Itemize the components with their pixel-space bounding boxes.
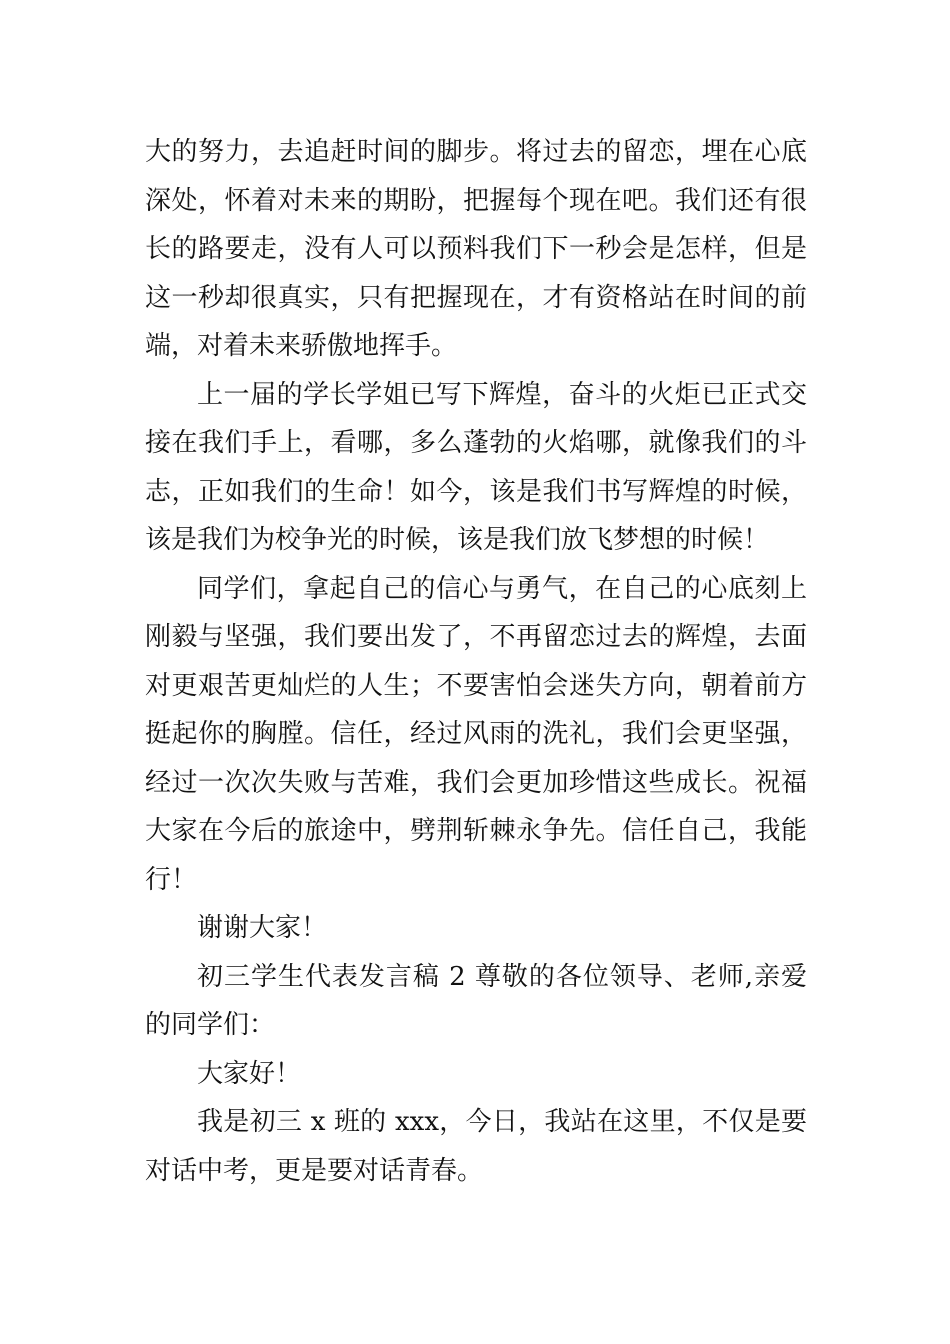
paragraph-1: 大的努力，去追赶时间的脚步。将过去的留恋，埋在心底深处，怀着对未来的期盼，把握每个现在吧。我们还有很长的路要走，没有人可以预料我们下一秒会是怎样，但是这一秒却很真实，只有把握现在，才有资格站在时间的前端，对着未来骄傲地挥手。 — [145, 137, 807, 361]
paragraph-thanks: 谢谢大家！ — [197, 913, 328, 943]
paragraph-hello: 大家好！ — [197, 1058, 302, 1089]
document-body — [145, 128, 807, 1195]
paragraph-3: 同学们，拿起自己的信心与勇气，在自己的心底刻上刚毅与坚强，我们要出发了，不再留恋过去的辉煌，去面对更艰苦更灿烂的人生；不要害怕会迷失方向，朝着前方挺起你的胸膛。信任，经过风雨的洗礼，我们会更坚强，经过一次次失败与苦难，我们会更加珍惜这些成长。祝福大家在今后的旅途中，劈荆斩棘永争先。信任自己，我能行！ — [145, 573, 807, 895]
paragraph-intro: 我是初三 x 班的 xxx，今日，我站在这里，不仅是要对话中考，更是要对话青春。 — [145, 1107, 807, 1186]
paragraph-speech-title-greeting: 初三学生代表发言稿 2 尊敬的各位领导、老师,亲爱的同学们： — [145, 961, 807, 1040]
paragraph-2: 上一届的学长学姐已写下辉煌，奋斗的火炬已正式交接在我们手上，看哪，多么蓬勃的火焰哪，就像我们的斗志，正如我们的生命！如今，该是我们书写辉煌的时候，该是我们为校争光的时候，该是我们放飞梦想的时候！ — [145, 379, 807, 555]
